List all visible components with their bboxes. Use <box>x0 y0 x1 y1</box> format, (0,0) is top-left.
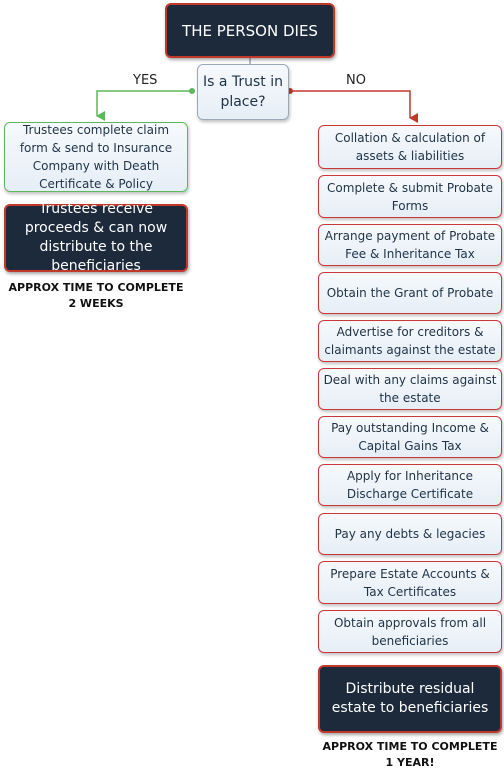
yes-time-note <box>4 280 188 312</box>
no-step: Pay outstanding Income & Capital Gains Tax <box>318 416 502 458</box>
no-outcome-node: Distribute residual estate to beneficiaries <box>318 665 502 733</box>
yes-step-claim-form: Trustees complete claim form & send to Insurance Company with Death Certificate & Policy <box>4 122 188 192</box>
yes-branch-line <box>97 91 192 116</box>
no-branch-line <box>290 91 410 118</box>
no-step: Prepare Estate Accounts & Tax Certificates <box>318 561 502 604</box>
no-time-line2: 1 YEAR! <box>385 756 435 769</box>
yes-time-line2: 2 WEEKS <box>68 297 124 310</box>
no-step: Deal with any claims against the estate <box>318 368 502 410</box>
yes-outcome-node: Trustees receive proceeds & can now distribute to the beneficiaries <box>4 204 188 272</box>
no-step: Obtain the Grant of Probate <box>318 272 502 314</box>
no-time-line1: APPROX TIME TO COMPLETE <box>322 740 498 753</box>
decision-node: Is a Trust in place? <box>197 64 289 120</box>
yes-label: YES <box>133 73 158 88</box>
no-step: Advertise for creditors & claimants against the estate <box>318 320 502 362</box>
no-time-note <box>318 739 502 771</box>
no-step: Arrange payment of Probate Fee & Inheritance Tax <box>318 224 502 266</box>
no-step: Collation & calculation of assets & liabilities <box>318 125 502 169</box>
yes-time-line1: APPROX TIME TO COMPLETE <box>8 281 184 294</box>
no-step: Apply for Inheritance Discharge Certificate <box>318 464 502 506</box>
no-step: Pay any debts & legacies <box>318 513 502 555</box>
start-node: THE PERSON DIES <box>165 3 335 58</box>
no-step: Obtain approvals from all beneficiaries <box>318 610 502 653</box>
no-label: NO <box>346 73 366 88</box>
no-step: Complete & submit Probate Forms <box>318 175 502 218</box>
